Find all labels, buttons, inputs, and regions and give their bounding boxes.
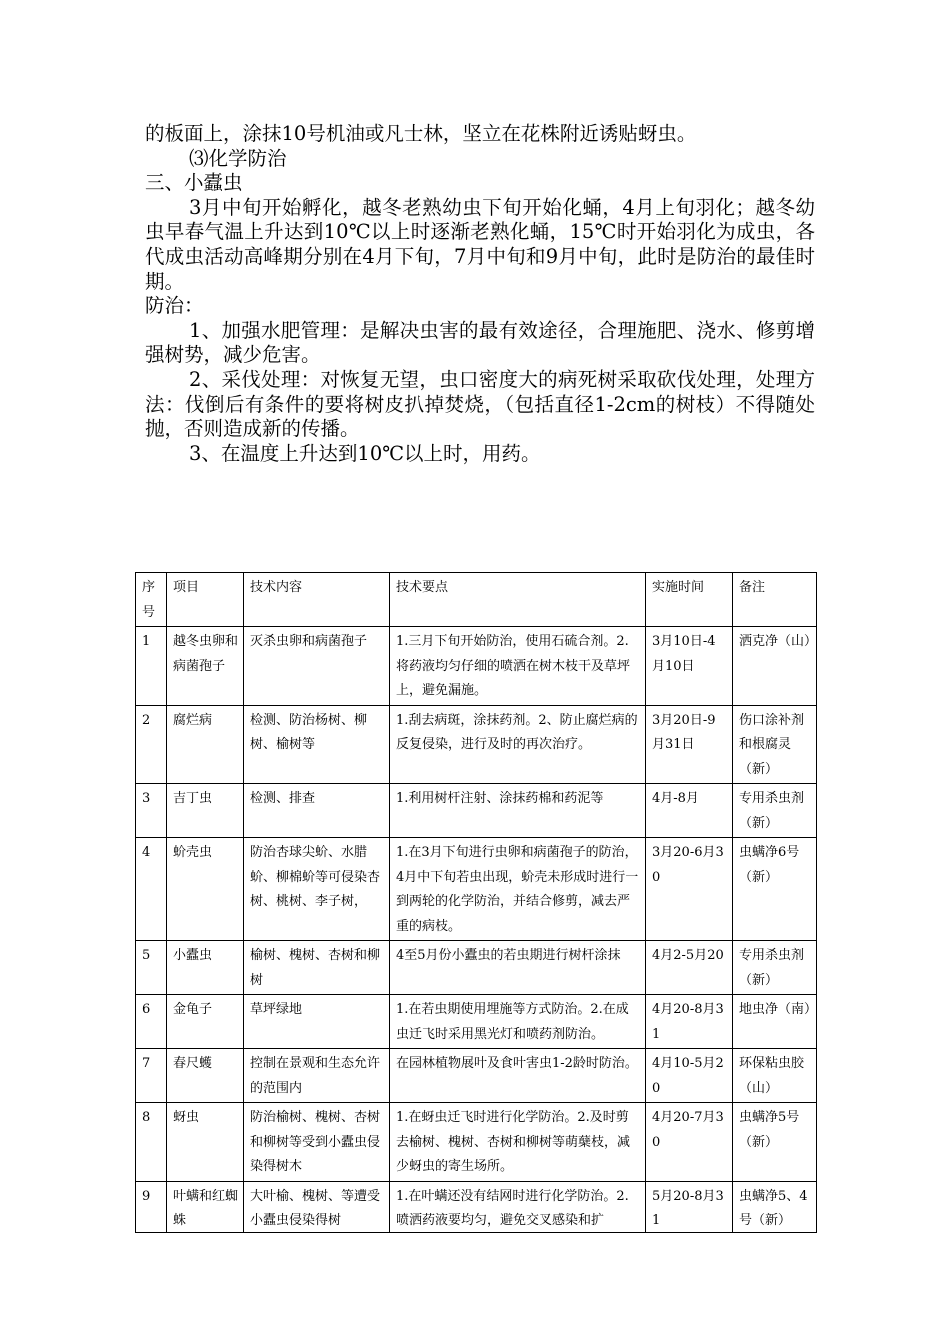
header-cell: 备注 — [733, 573, 817, 627]
table-row — [136, 1049, 817, 1103]
header-cell: 技术内容 — [244, 573, 390, 627]
table-cell: 8 — [136, 1103, 167, 1182]
table-cell: 4月20-8月31 — [646, 995, 733, 1049]
table-row — [136, 1103, 817, 1182]
table-cell: 越冬虫卵和病菌孢子 — [167, 627, 244, 706]
cell-text: 1.在叶螨还没有结网时进行化学防治。2.喷洒药液要均匀，避免交叉感染和扩 — [396, 1188, 629, 1228]
table-cell — [390, 1181, 646, 1232]
table-cell: 5 — [136, 941, 167, 995]
cell-text: 5月20-8月31 — [652, 1188, 724, 1228]
table-cell — [136, 1181, 167, 1232]
table-cell: 环保粘虫胶（山） — [733, 1049, 817, 1103]
table-cell: 伤口涂补剂和根腐灵（新） — [733, 705, 817, 784]
paragraph: 1、加强水肥管理：是解决虫害的最有效途径，合理施肥、浇水、修剪增强树势，减少危害。 — [145, 318, 815, 367]
table-cell: 2 — [136, 705, 167, 784]
table-cell: 草坪绿地 — [244, 995, 390, 1049]
body-text — [145, 122, 815, 466]
table-cell: 防治杏球尖蚧、水腊蚧、柳棉蚧等可侵染杏树、桃树、李子树， — [244, 838, 390, 941]
table-row — [136, 995, 817, 1049]
table-cell: 金龟子 — [167, 995, 244, 1049]
pest-control-table — [135, 572, 817, 1233]
table-cell: 灭杀虫卵和病菌孢子 — [244, 627, 390, 706]
cell-text: 大叶榆、槐树、等遭受小蠹虫侵染得树 — [250, 1188, 381, 1228]
table-cell — [733, 1181, 817, 1232]
paragraph: 3月中旬开始孵化，越冬老熟幼虫下旬开始化蛹，4月上旬羽化；越冬幼虫早春气温上升达到10℃以上时逐渐老熟化蛹，15℃时开始羽化为成虫，各代成虫活动高峰期分别在4月下旬，7月中旬和9月中旬，此时是防治的最佳时期。 — [145, 195, 815, 293]
table-cell: 榆树、槐树、杏树和柳树 — [244, 941, 390, 995]
table-cell: 蚧壳虫 — [167, 838, 244, 941]
table-cell: 1.利用树杆注射、涂抹药棉和药泥等 — [390, 784, 646, 838]
table-cell — [167, 1181, 244, 1232]
table-cell: 4至5月份小蠹虫的若虫期进行树杆涂抹 — [390, 941, 646, 995]
table-cell: 专用杀虫剂（新） — [733, 941, 817, 995]
table-cell: 检测、排查 — [244, 784, 390, 838]
table-row — [136, 705, 817, 784]
section-heading: 三、小蠹虫 — [145, 171, 243, 195]
table-cell: 吉丁虫 — [167, 784, 244, 838]
table-cell — [646, 1181, 733, 1232]
table-cell: 防治榆树、槐树、杏树和柳树等受到小蠹虫侵染得树木 — [244, 1103, 390, 1182]
table-cell: 7 — [136, 1049, 167, 1103]
header-cell: 项目 — [167, 573, 244, 627]
cell-text: 虫螨净5、4号（新） — [739, 1188, 808, 1228]
table-cell: 3月20日-9月31日 — [646, 705, 733, 784]
table-cell: 春尺蠖 — [167, 1049, 244, 1103]
table-cell: 1.在3月下旬进行虫卵和病菌孢子的防治，4月中下旬若虫出现，蚧壳未形成时进行一到两轮的化学防治，并结合修剪，减去严重的病枝。 — [390, 838, 646, 941]
table-cell: 3 — [136, 784, 167, 838]
cell-text: 9 — [142, 1188, 151, 1204]
table-cell: 在园林植物展叶及食叶害虫1-2龄时防治。 — [390, 1049, 646, 1103]
table-row — [136, 1181, 817, 1232]
table-cell: 虫螨净5号（新） — [733, 1103, 817, 1182]
table-cell — [244, 1181, 390, 1232]
header-cell: 实施时间 — [646, 573, 733, 627]
table-cell: 小蠹虫 — [167, 941, 244, 995]
table-cell: 蚜虫 — [167, 1103, 244, 1182]
header-cell: 序号 — [136, 573, 167, 627]
table-cell: 1.三月下旬开始防治，使用石硫合剂。2.将药液均匀仔细的喷洒在树木枝干及草坪上，避免漏施。 — [390, 627, 646, 706]
table-cell: 地虫净（南） — [733, 995, 817, 1049]
paragraph: 3、在温度上升达到10℃以上时，用药。 — [189, 441, 541, 465]
header-cell: 技术要点 — [390, 573, 646, 627]
table-cell: 4 — [136, 838, 167, 941]
paragraph: 的板面上，涂抹10号机油或凡士林，坚立在花株附近诱贴蚜虫。 — [145, 122, 697, 145]
table-row — [136, 627, 817, 706]
table-cell: 腐烂病 — [167, 705, 244, 784]
table-cell: 4月20-7月30 — [646, 1103, 733, 1182]
table-cell: 1.刮去病斑，涂抹药剂。2、防止腐烂病的反复侵染，进行及时的再次治疗。 — [390, 705, 646, 784]
cell-text: 叶螨和红蜘蛛 — [173, 1188, 238, 1228]
table-cell: 4月-8月 — [646, 784, 733, 838]
table-cell: 4月10-5月20 — [646, 1049, 733, 1103]
table-cell: 1.在若虫期使用埋施等方式防治。2.在成虫迁飞时采用黑光灯和喷药剂防治。 — [390, 995, 646, 1049]
table-header-row — [136, 573, 817, 627]
table-cell: 6 — [136, 995, 167, 1049]
table-cell: 3月10日-4月10日 — [646, 627, 733, 706]
table-cell: 检测、防治杨树、柳树、榆树等 — [244, 705, 390, 784]
table-cell: 虫螨净6号（新） — [733, 838, 817, 941]
table-cell: 洒克净（山） — [733, 627, 817, 706]
table-cell: 1 — [136, 627, 167, 706]
table-cell: 3月20-6月30 — [646, 838, 733, 941]
table-cell: 1.在蚜虫迁飞时进行化学防治。2.及时剪去榆树、槐树、杏树和柳树等萌蘖枝，减少蚜虫的寄生场所。 — [390, 1103, 646, 1182]
table-row — [136, 941, 817, 995]
subheading-control: 防治： — [145, 294, 204, 318]
table-cell: 4月2-5月20 — [646, 941, 733, 995]
table-cell: 专用杀虫剂（新） — [733, 784, 817, 838]
subheading-chemical-control: ⑶化学防治 — [189, 146, 287, 170]
table-row — [136, 838, 817, 941]
table-row — [136, 784, 817, 838]
table-cell: 控制在景观和生态允许的范围内 — [244, 1049, 390, 1103]
paragraph: 2、采伐处理：对恢复无望，虫口密度大的病死树采取砍伐处理，处理方法：伐倒后有条件的要将树皮扒掉焚烧，（包括直径1-2cm的树枝）不得随处抛，否则造成新的传播。 — [145, 367, 815, 441]
